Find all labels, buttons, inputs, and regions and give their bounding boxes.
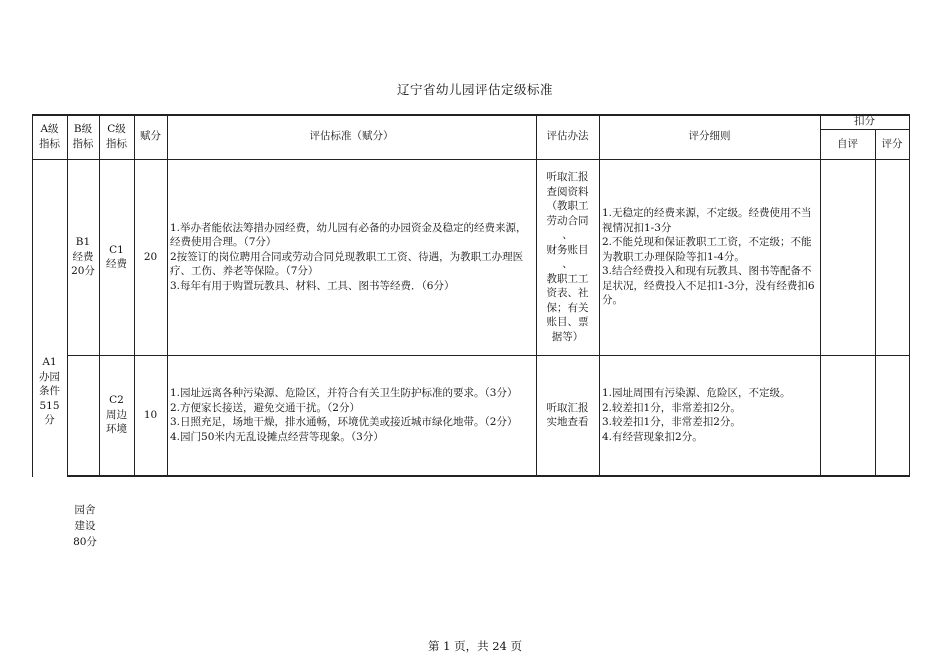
header-standard: 评估标准（赋分）: [309, 130, 394, 143]
page-title: 辽宁省幼儿园评估定级标准: [396, 82, 553, 97]
b1-indicator: B1 经费 20分: [71, 236, 95, 278]
header-score: 赋分: [140, 130, 161, 143]
c1-method: 听取汇报 查阅资料 （教职工 劳动合同 、 财务账目 、 教职工工 资表、社 保；有关 账目、票 据等）: [546, 171, 589, 343]
header-detail: 评分细则: [688, 130, 731, 143]
page-footer: 第 1 页，共 24 页: [427, 639, 523, 653]
c2-detail: 1.园址周围有污染源、危险区，不定级。 2.较差扣1分，非常差扣2分。 3.较差扣1分，非常差扣2分。 4.有经营现象扣2分。: [602, 387, 791, 443]
c2-self-eval[interactable]: [820, 355, 875, 475]
c2-indicator: C2 周边 环境: [106, 394, 127, 436]
header-self-eval: 自评: [837, 137, 858, 150]
header-eval: 评分: [881, 137, 903, 150]
header-a-level: A级 指标: [39, 123, 60, 150]
header-method: 评估办法: [546, 130, 589, 143]
b2-indicator-overflow: 园舍 建设 80分: [73, 504, 97, 548]
c1-score: 20: [143, 250, 158, 263]
c2-score: 10: [143, 408, 158, 421]
a1-indicator: A1 办园 条件 515 分: [39, 356, 60, 426]
evaluation-table: [32, 114, 909, 477]
header-deduct: 扣分: [854, 115, 875, 128]
c1-detail: 1.无稳定的经费来源，不定级。经费使用不当视情况扣1-3分 2.不能兑现和保证教职工工资，不定级；不能为教职工办理保险等扣1-4分。 3.结合经费投入和现有玩教具、图书等配备不足状况，经费投入不足扣1-3分，没有经费扣6分。: [602, 207, 815, 307]
header-b-level: B级 指标: [72, 123, 94, 150]
c1-eval[interactable]: [875, 159, 909, 355]
c1-indicator: C1 经费: [106, 243, 127, 270]
header-c-level: C级 指标: [106, 123, 127, 150]
c2-method: 听取汇报 实地查看: [546, 401, 589, 428]
c2-standard: 1.园址远离各种污染源、危险区，并符合有关卫生防护标准的要求。（3分） 2.方便家长接送，避免交通干扰。（2分） 3.日照充足，场地干燥，排水通畅，环境优美或接近城市绿化地带。（2分） 4.园门50米内无乱设摊点经营等现象。（3分）: [170, 387, 518, 443]
c2-eval[interactable]: [875, 355, 909, 475]
c1-self-eval[interactable]: [820, 159, 875, 355]
c1-standard: 1.举办者能依法筹措办园经费，幼儿园有必备的办园资金及稳定的经费来源，经费使用合理。（7分） 2按签订的岗位聘用合同或劳动合同兑现教职工工资、待遇，为教职工办理医疗、工伤、养老等保险。（7分） 3.每年有用于购置玩教具、材料、工具、图书等经费．（6分）: [170, 221, 527, 292]
